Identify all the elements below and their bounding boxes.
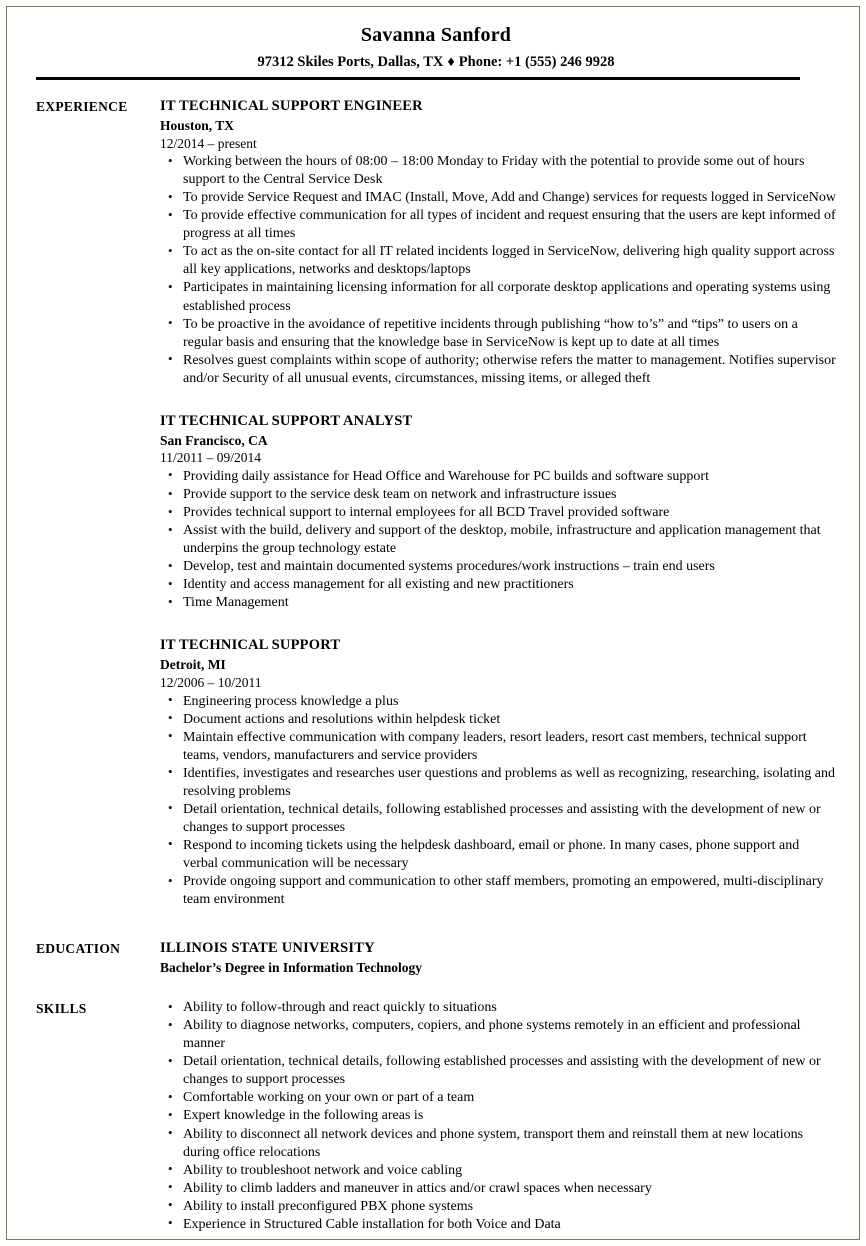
job-bullet: • Engineering process knowledge a plus	[160, 693, 836, 711]
job-bullets	[160, 468, 836, 612]
job-bullet: • Providing daily assistance for Head Office and Warehouse for PC builds and software support	[160, 468, 836, 486]
job-bullets	[160, 153, 836, 388]
job-bullet: • Detail orientation, technical details, following established processes and assisting with the development of new or changes to support processes	[160, 801, 836, 837]
skill-bullets	[160, 999, 836, 1234]
skill-bullet: • Ability to follow-through and react quickly to situations	[160, 999, 836, 1017]
section-education	[36, 909, 836, 977]
job-title: IT TECHNICAL SUPPORT	[160, 637, 341, 654]
education-entry	[160, 939, 836, 977]
job-dates: 12/2006 – 10/2011	[160, 675, 262, 691]
job-title: IT TECHNICAL SUPPORT ENGINEER	[160, 97, 423, 114]
skill-bullet: • Ability to climb ladders and maneuver in attics and/or crawl spaces when necessary	[160, 1180, 836, 1198]
job-bullet: • Provide ongoing support and communication to other staff members, promoting an empowered, multi-disciplinary team environment	[160, 873, 836, 909]
job-bullet: • Document actions and resolutions within helpdesk ticket	[160, 711, 836, 729]
job-location: Detroit, MI	[160, 657, 226, 673]
job-bullet: • To be proactive in the avoidance of repetitive incidents through publishing “how to’s” and “tips” to users on a regular basis and ensuring that the knowledge base in ServiceNow is kept up to date at all times	[160, 316, 836, 352]
job-bullet: • To act as the on-site contact for all IT related incidents logged in ServiceNow, delivering high quality support across all key applications, networks and desktops/laptops	[160, 243, 836, 279]
job-bullet: • Provide support to the service desk team on network and infrastructure issues	[160, 486, 836, 504]
job-bullet: • Identifies, investigates and researches user questions and problems as well as recognizing, researching, isolating and resolving problems	[160, 765, 836, 801]
skill-bullet: • Ability to install preconfigured PBX phone systems	[160, 1198, 836, 1216]
job-bullet: • Time Management	[160, 594, 836, 612]
job-bullet: • Identity and access management for all existing and new practitioners	[160, 576, 836, 594]
experience-entry	[160, 612, 836, 909]
section-skills	[36, 977, 836, 1234]
skill-bullet: • Expert knowledge in the following areas is	[160, 1107, 836, 1125]
job-bullet: • To provide Service Request and IMAC (Install, Move, Add and Change) services for requests logged in ServiceNow	[160, 189, 836, 207]
job-bullet: • Maintain effective communication with company leaders, resort leaders, resort cast members, technical support teams, vendors, manufacturers and service providers	[160, 729, 836, 765]
section-label-skills: SKILLS	[36, 1001, 87, 1017]
skills-entries	[160, 999, 836, 1234]
section-label-education: EDUCATION	[36, 941, 121, 957]
job-location: San Francisco, CA	[160, 432, 268, 448]
job-title: IT TECHNICAL SUPPORT ANALYST	[160, 412, 413, 429]
job-bullet: • Working between the hours of 08:00 – 18:00 Monday to Friday with the potential to provide some out of hours support to the Central Service Desk	[160, 153, 836, 189]
job-bullet: • Participates in maintaining licensing information for all corporate desktop applications and operating systems using established process	[160, 279, 836, 315]
diamond-separator-icon: ♦	[447, 54, 455, 70]
job-bullet: • Develop, test and maintain documented systems procedures/work instructions – train end users	[160, 558, 836, 576]
job-bullet: • Provides technical support to internal employees for all BCD Travel provided software	[160, 504, 836, 522]
job-location: Houston, TX	[160, 118, 235, 134]
job-bullet: • Resolves guest complaints within scope of authority; otherwise refers the matter to management. Notifies supervisor and/or Security of all unusual events, circumstances, missing items, or alleged theft	[160, 352, 836, 388]
skill-bullet: • Ability to diagnose networks, computers, copiers, and phone systems remotely in an efficient and professional manner	[160, 1017, 836, 1053]
section-experience	[36, 80, 836, 909]
skill-bullet: • Ability to disconnect all network devices and phone system, transport them and reinstall them at new locations during office relocations	[160, 1126, 836, 1162]
degree-name: Bachelor’s Degree in Information Technology	[160, 959, 422, 975]
job-bullets	[160, 693, 836, 910]
skill-bullet: • Detail orientation, technical details, following established processes and assisting with the development of new or changes to support processes	[160, 1053, 836, 1089]
job-dates: 11/2011 – 09/2014	[160, 450, 261, 466]
job-dates: 12/2014 – present	[160, 135, 257, 151]
candidate-name: Savanna Sanford	[360, 24, 512, 46]
skill-bullet: • Experience in Structured Cable installation for both Voice and Data	[160, 1216, 836, 1234]
experience-entry	[160, 97, 836, 388]
job-bullet: • To provide effective communication for all types of incident and request ensuring that the users are kept informed of progress at all times	[160, 207, 836, 243]
contact-address: 97312 Skiles Ports, Dallas, TX	[257, 54, 444, 70]
school-name: ILLINOIS STATE UNIVERSITY	[160, 940, 375, 957]
job-bullet: • Assist with the build, delivery and support of the desktop, mobile, infrastructure and application management that underpins the group technology estate	[160, 522, 836, 558]
skill-bullet: • Comfortable working on your own or part of a team	[160, 1089, 836, 1107]
skill-bullet: • Ability to troubleshoot network and voice cabling	[160, 1162, 836, 1180]
section-label-experience: EXPERIENCE	[36, 98, 128, 114]
job-bullet: • Respond to incoming tickets using the helpdesk dashboard, email or phone. In many cases, phone support and verbal communication will be necessary	[160, 837, 836, 873]
resume-header	[36, 0, 836, 80]
contact-phone: Phone: +1 (555) 246 9928	[458, 54, 615, 70]
contact-line	[36, 46, 836, 71]
experience-entry	[160, 388, 836, 613]
experience-entries	[160, 97, 836, 909]
